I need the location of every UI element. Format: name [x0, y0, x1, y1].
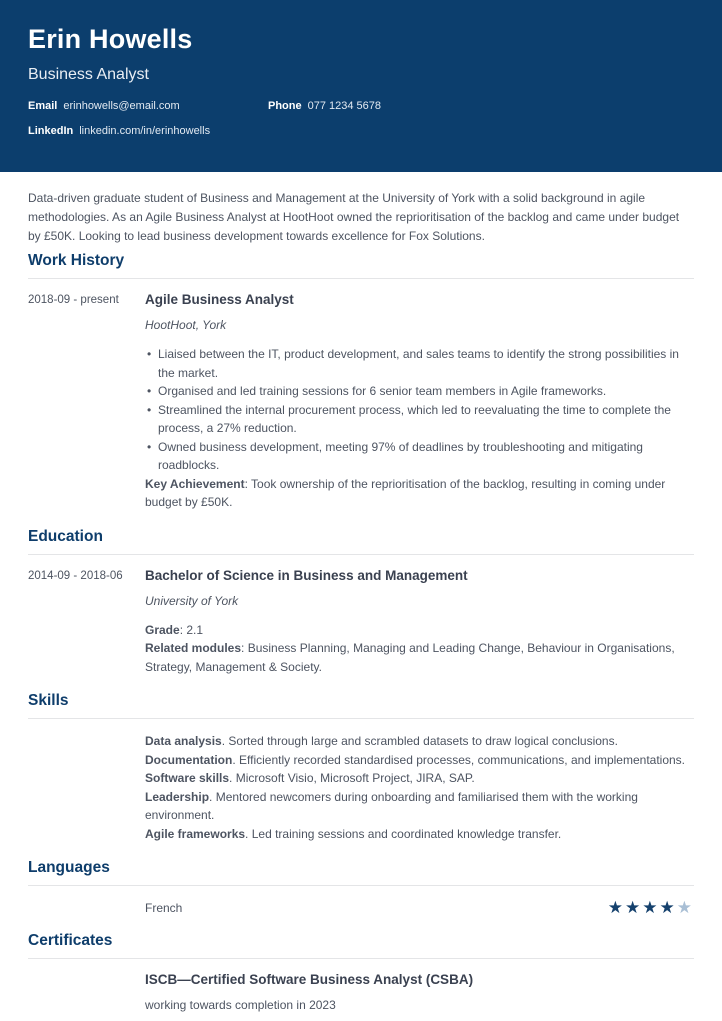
professional-summary: Data-driven graduate student of Business and Management at the University of York with a solid background in agile methodologies. As an Agile Business Analyst at HootHoot owned the reprioritisation of the backlog and came under budget by £50K. Looking to lead business development towards excellence for Fox Solutions. — [28, 191, 680, 243]
section-certificates — [28, 932, 694, 1012]
work-history-heading: Work History — [28, 252, 125, 269]
certificate-entry — [28, 972, 694, 1012]
education-detail-grade — [145, 621, 694, 640]
person-name: Erin Howells — [28, 24, 193, 54]
related-modules-label: Related modules — [145, 641, 242, 655]
education-entry-school: University of York — [145, 593, 239, 608]
skill-text: . Sorted through large and scrambled datasets to draw logical conclusions. — [221, 734, 618, 748]
skill-text: . Microsoft Visio, Microsoft Project, JIRA, SAP. — [229, 771, 475, 785]
skill-item — [145, 751, 694, 770]
resume-header — [0, 0, 722, 172]
education-entry-content — [145, 568, 694, 677]
skill-term: Software skills — [145, 771, 230, 785]
contact-phone-value: 077 1234 5678 — [307, 100, 382, 113]
certificate-title: ISCB—Certified Software Business Analyst (CSBA) — [145, 972, 474, 987]
education-detail-modules — [145, 639, 694, 676]
section-languages — [28, 859, 694, 916]
contact-email — [28, 100, 268, 113]
contact-phone — [268, 100, 694, 113]
contact-email-label: Email — [28, 100, 58, 113]
contact-linkedin-value: linkedin.com/in/erinhowells — [79, 125, 211, 138]
work-entry-dates: 2018-09 - present — [28, 294, 119, 306]
education-entry-dates: 2014-09 - 2018-06 — [28, 569, 123, 582]
language-empty-date-column — [28, 899, 145, 916]
work-entry-bullets — [145, 345, 694, 475]
languages-heading: Languages — [28, 859, 110, 876]
skills-empty-date-column — [28, 732, 145, 843]
section-education — [28, 528, 694, 677]
certificates-heading: Certificates — [28, 932, 113, 949]
work-bullet: • Streamlined the internal procurement process, which led to reevaluating the time to complete the process, a 27% reduction. — [158, 401, 694, 438]
person-job-title: Business Analyst — [28, 66, 149, 84]
skills-list — [145, 732, 694, 843]
grade-value: : 2.1 — [179, 622, 204, 637]
work-bullet: • Organised and led training sessions for 6 senior team members in Agile frameworks. — [158, 382, 694, 401]
education-heading: Education — [28, 527, 103, 545]
work-entry-title: Agile Business Analyst — [145, 292, 294, 307]
section-divider — [28, 885, 694, 886]
skill-text: . Led training sessions and coordinated knowledge transfer. — [245, 826, 562, 841]
education-entry-degree: Bachelor of Science in Business and Management — [145, 567, 468, 583]
work-bullet: • Owned business development, meeting 97% of deadlines by troubleshooting and mitigating roadblocks. — [158, 438, 694, 475]
skill-text: . Efficiently recorded standardised processes, communications, and implementations. — [232, 752, 686, 767]
work-entry — [28, 292, 694, 512]
language-entry — [28, 899, 694, 916]
star-icon: ★ — [676, 898, 694, 917]
section-divider — [28, 554, 694, 555]
work-entry-company: HootHoot, York — [145, 318, 227, 332]
star-icon: ★ — [607, 898, 625, 917]
grade-label: Grade — [145, 622, 180, 637]
skill-term: Agile frameworks — [145, 826, 246, 841]
skill-item — [145, 825, 694, 844]
education-entry — [28, 568, 694, 677]
work-key-achievement — [145, 475, 694, 512]
section-work-history — [28, 252, 694, 512]
key-achievement-text: : Took ownership of the reprioritisation of the backlog, resulting in coming under budget by £50K. — [145, 476, 666, 509]
education-details — [145, 621, 694, 677]
work-entry-content — [145, 292, 694, 512]
language-row — [145, 899, 694, 916]
skill-item — [145, 769, 694, 788]
resume-body — [0, 189, 722, 1012]
contact-linkedin-label: LinkedIn — [28, 125, 74, 138]
language-rating-stars — [608, 899, 694, 916]
skill-text: . Mentored newcomers during onboarding and familiarised them with the working environment. — [145, 789, 638, 822]
section-skills — [28, 692, 694, 843]
skill-term: Leadership — [145, 789, 210, 804]
section-divider — [28, 718, 694, 719]
star-icon: ★ — [625, 898, 643, 917]
skill-term: Data analysis — [145, 734, 222, 748]
certificate-note: working towards completion in 2023 — [145, 998, 336, 1012]
section-divider — [28, 958, 694, 959]
section-divider — [28, 278, 694, 279]
skill-item — [145, 732, 694, 751]
related-modules-value: : Business Planning, Managing and Leading Change, Behaviour in Organisations, Strategy, Management & Society. — [145, 641, 675, 674]
skill-item — [145, 788, 694, 825]
star-icon: ★ — [642, 898, 660, 917]
language-name: French — [145, 900, 183, 915]
contact-linkedin — [28, 125, 268, 138]
certificate-empty-date-column — [28, 972, 145, 1012]
key-achievement-label: Key Achievement — [145, 476, 245, 491]
star-icon: ★ — [659, 898, 677, 917]
skill-term: Documentation — [145, 752, 233, 767]
skills-heading: Skills — [28, 692, 69, 709]
skills-entry — [28, 732, 694, 843]
certificate-content — [145, 972, 694, 1012]
contact-info — [28, 100, 694, 138]
contact-email-value: erinhowells@email.com — [63, 100, 180, 113]
contact-phone-label: Phone — [268, 100, 302, 113]
work-bullet: • Liaised between the IT, product development, and sales teams to identify the strong possibilities in the market. — [158, 345, 694, 382]
